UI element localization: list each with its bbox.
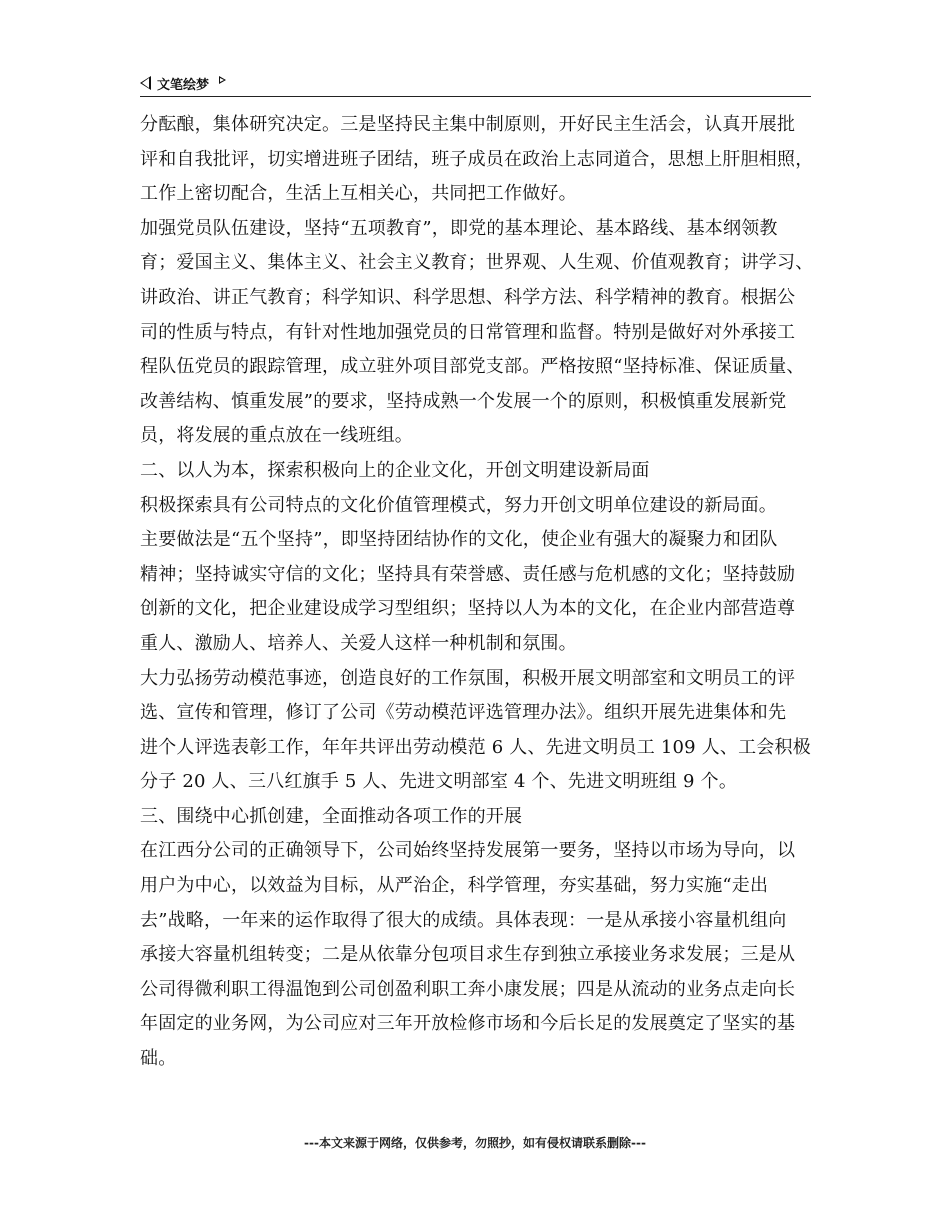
body-line: 选、宣传和管理，修订了公司《劳动模范评选管理办法》。组织开展先进集体和先 xyxy=(140,702,787,724)
body-line: 育；爱国主义、集体主义、社会主义教育；世界观、人生观、价值观教育；讲学习、 xyxy=(140,252,814,274)
brand xyxy=(140,73,226,93)
brand-title: 文笔绘梦 xyxy=(157,77,210,93)
page-header xyxy=(140,72,811,97)
body-line: 承接大容量机组转变；二是从依靠分包项目求生存到独立承接业务求发展；三是从 xyxy=(140,944,796,966)
body-line: 用户为中心，以效益为目标，从严治企，科学管理，夯实基础，努力实施“走出 xyxy=(140,875,769,897)
body-line: 分子 20 人、三八红旗手 5 人、先进文明部室 4 个、先进文明班组 9 个。 xyxy=(140,771,738,793)
body-line: 础。 xyxy=(140,1048,177,1070)
body-line: 精神；坚持诚实守信的文化；坚持具有荣誉感、责任感与危机感的文化；坚持鼓励 xyxy=(140,563,796,585)
body-line: 去”战略，一年来的运作取得了很大的成绩。具体表现：一是从承接小容量机组向 xyxy=(140,909,787,931)
body-line: 司的性质与特点，有针对性地加强党员的日常管理和监督。特别是做好对外承接工 xyxy=(140,321,796,343)
body-line: 在江西分公司的正确领导下，公司始终坚持发展第一要务，坚持以市场为导向，以 xyxy=(140,840,796,862)
body-line: 进个人评选表彰工作，年年共评出劳动模范 6 人、先进文明员工 109 人、工会积极 xyxy=(140,736,811,758)
body-line: 讲政治、讲正气教育；科学知识、科学思想、科学方法、科学精神的教育。根据公 xyxy=(140,286,796,308)
body-line: 工作上密切配合，生活上互相关心，共同把工作做好。 xyxy=(140,183,577,205)
body-line: 重人、激励人、培养人、关爱人这样一种机制和氛围。 xyxy=(140,632,577,654)
body-line: 大力弘扬劳动模范事迹，创造良好的工作氛围，积极开展文明部室和文明员工的评 xyxy=(140,667,796,689)
section-heading: 三、围绕中心抓创建，全面推动各项工作的开展 xyxy=(140,805,523,827)
body-line: 加强党员队伍建设，坚持“五项教育”，即党的基本理论、基本路线、基本纲领教 xyxy=(140,217,778,239)
body-line: 评和自我批评，切实增进班子团结，班子成员在政治上志同道合，思想上肝胆相照， xyxy=(140,148,814,170)
body-line: 程队伍党员的跟踪管理，成立驻外项目部党支部。严格按照“坚持标准、保证质量、 xyxy=(140,356,805,378)
body-line: 积极探索具有公司特点的文化价值管理模式，努力开创文明单位建设的新局面。 xyxy=(140,494,777,516)
body-line: 改善结构、慎重发展”的要求，坚持成熟一个发展一个的原则，积极慎重发展新党 xyxy=(140,390,787,412)
footer-notice: ---本文来源于网络，仅供参考，勿照抄，如有侵权请联系删除--- xyxy=(304,1136,646,1150)
document-body xyxy=(140,108,820,1077)
body-line: 分酝酿，集体研究决定。三是坚持民主集中制原则，开好民主生活会，认真开展批 xyxy=(140,114,796,135)
triangle-left-icon xyxy=(140,76,151,90)
body-line: 公司得微利职工得温饱到公司创盈利职工奔小康发展；四是从流动的业务点走向长 xyxy=(140,978,796,1000)
section-heading: 二、以人为本，探索积极向上的企业文化，开创文明建设新局面 xyxy=(140,459,650,481)
body-line: 主要做法是“五个坚持”，即坚持团结协作的文化，使企业有强大的凝聚力和团队 xyxy=(140,529,778,551)
body-line: 员，将发展的重点放在一线班组。 xyxy=(140,425,413,447)
body-line: 创新的文化，把企业建设成学习型组织；坚持以人为本的文化，在企业内部营造尊 xyxy=(140,598,796,620)
body-line: 年固定的业务网，为公司应对三年开放检修市场和今后长足的发展奠定了坚实的基 xyxy=(140,1013,796,1035)
triangle-right-icon xyxy=(219,76,226,84)
